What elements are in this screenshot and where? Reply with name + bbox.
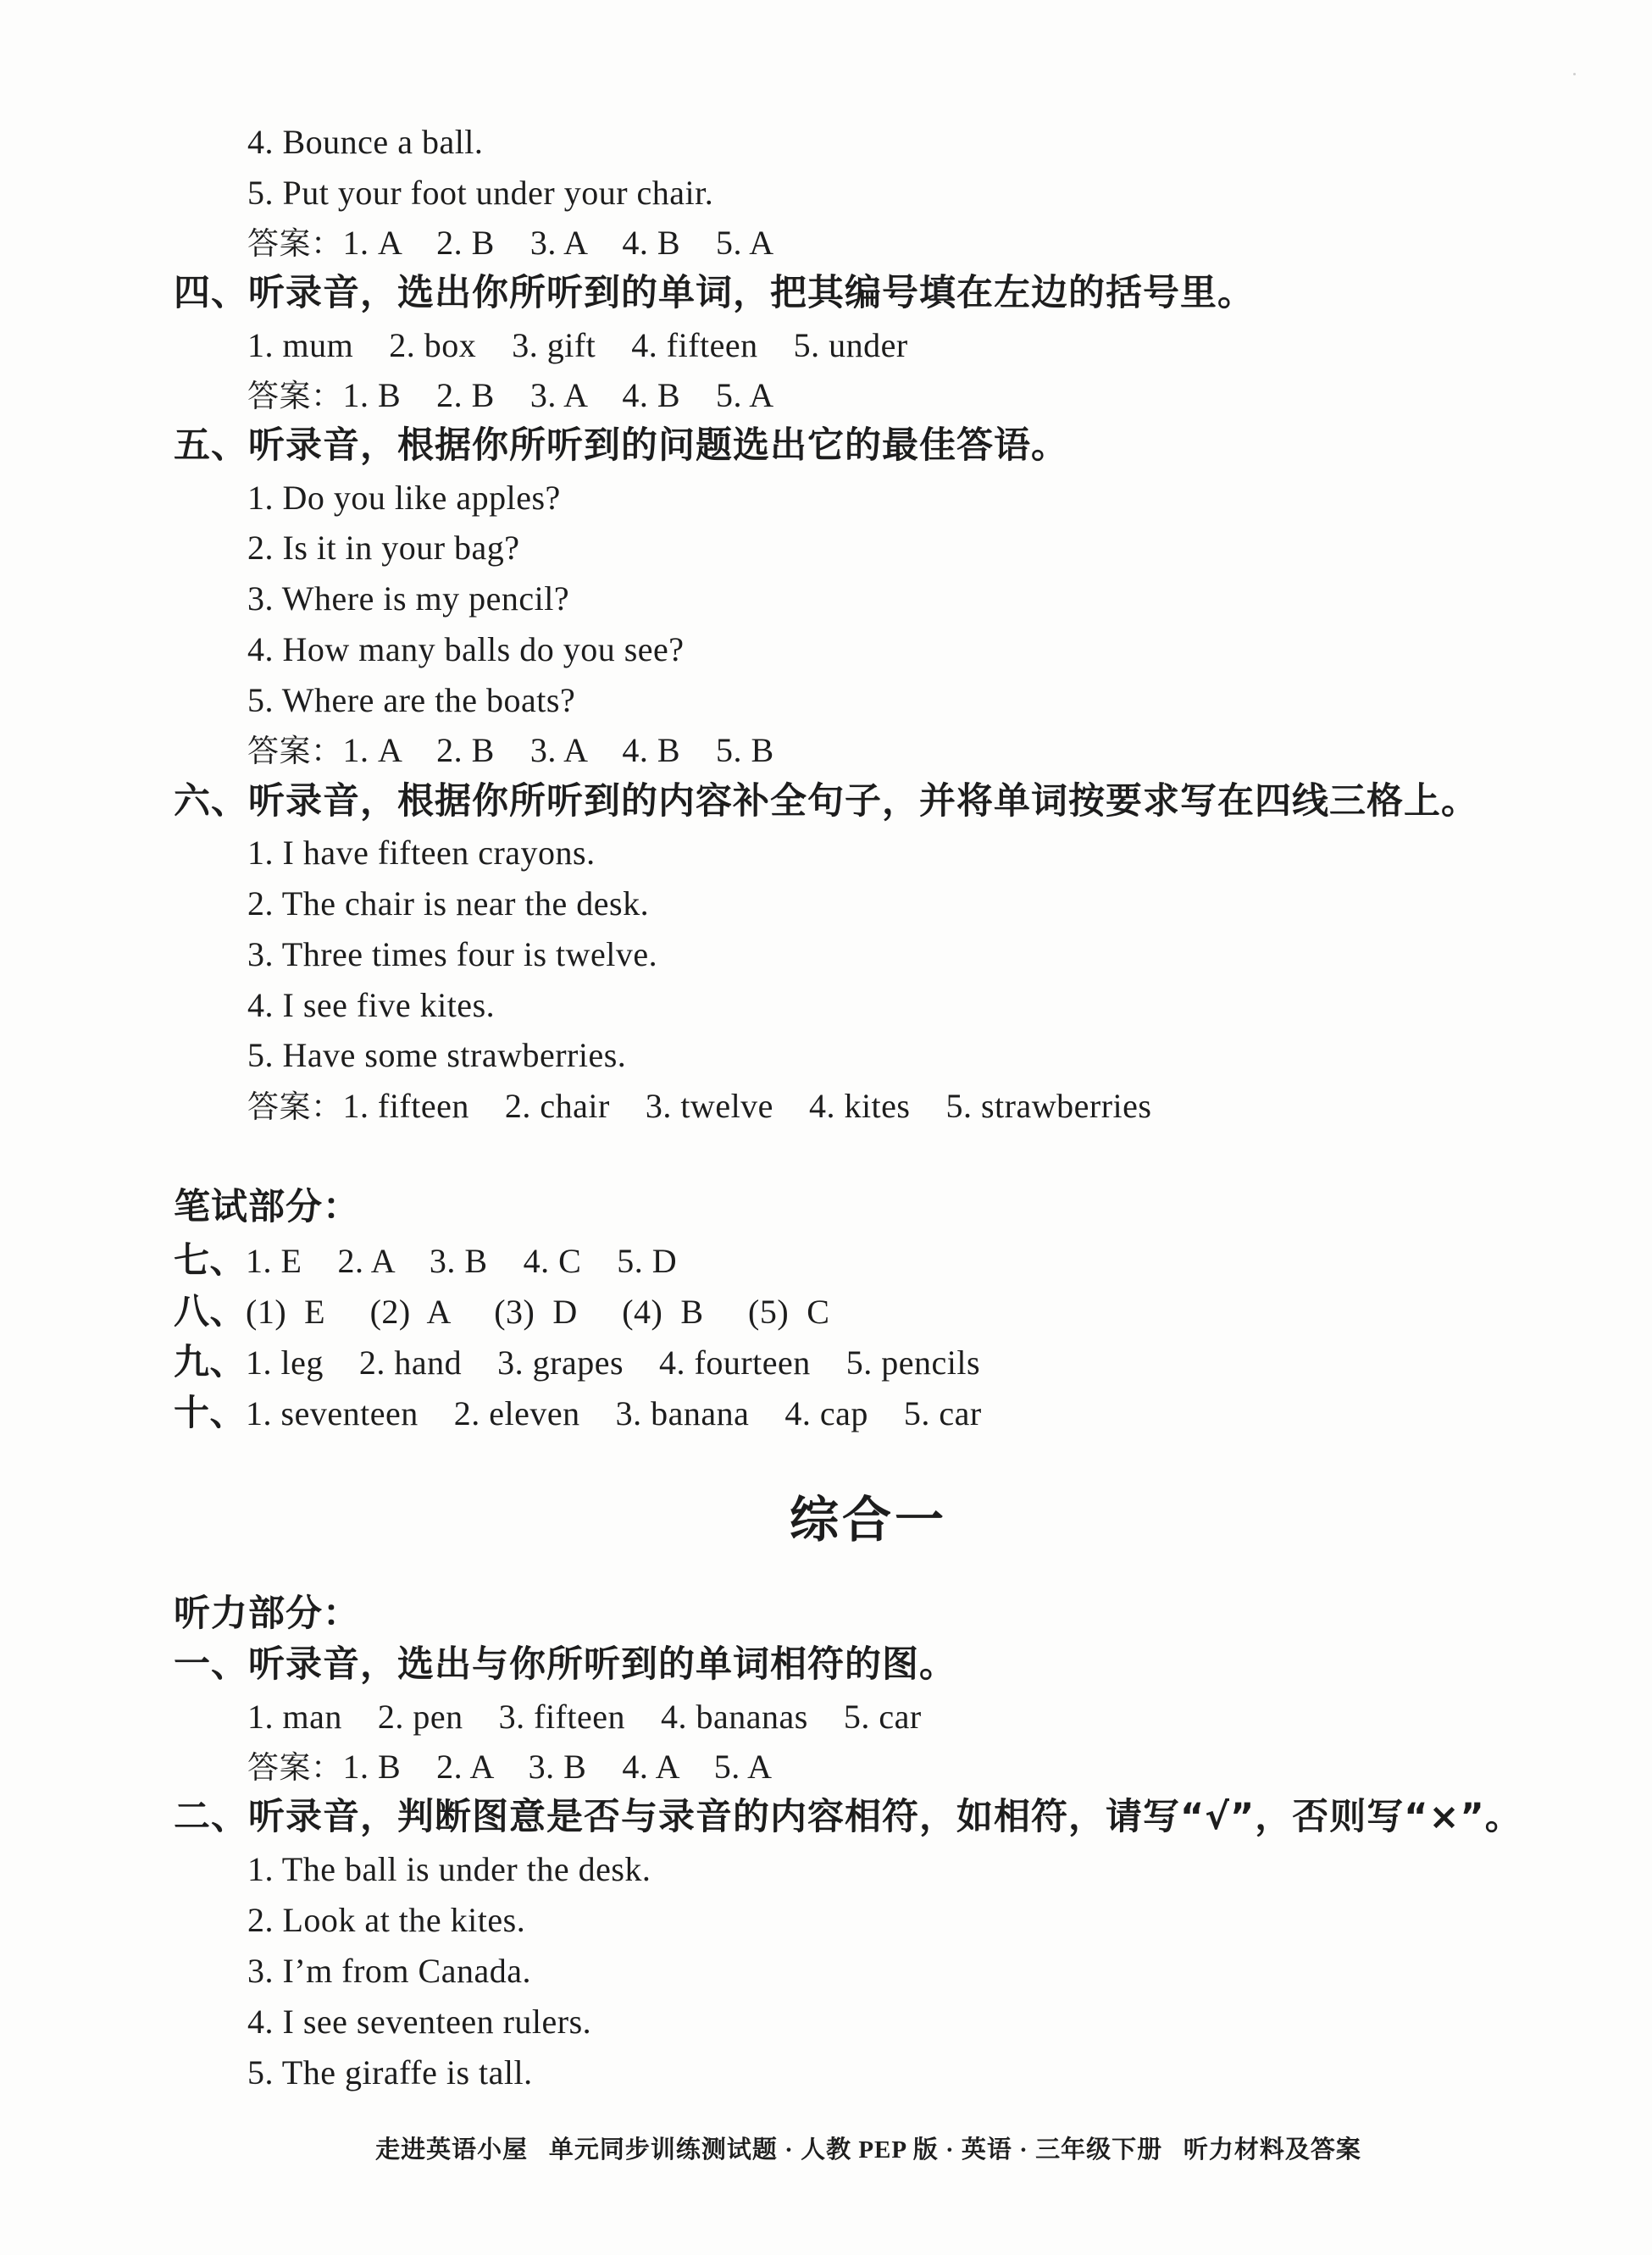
part-2-item-4: 4. I see seventeen rulers. <box>247 2003 592 2041</box>
block1-item-4: 4. Bounce a ball. <box>247 123 484 161</box>
part-2-title: 二、听录音，判断图意是否与录音的内容相符，如相符，请写“√”，否则写“×”。 <box>174 1796 1522 1838</box>
part-1-words: 1. man 2. pen 3. fifteen 4. bananas 5. car <box>247 1698 922 1736</box>
section-6-item-4: 4. I see five kites. <box>247 986 496 1024</box>
section-6-title: 六、听录音，根据你所听到的内容补全句子，并将单词按要求写在四线三格上。 <box>174 780 1478 823</box>
answer-label: 答案： <box>247 225 343 262</box>
section-4-title: 四、听录音，选出你所听到的单词，把其编号填在左边的括号里。 <box>174 272 1255 314</box>
answer-text: 1. fifteen 2. chair 3. twelve 4. kites 5. strawberries <box>342 1087 1152 1125</box>
answer-text: 1. B 2. B 3. A 4. B 5. A <box>342 376 774 414</box>
written-part-title: 笔试部分： <box>174 1186 360 1228</box>
part-2-item-2: 2. Look at the kites. <box>247 1901 526 1939</box>
written-row-7 <box>174 1239 678 1281</box>
part-2-item-1: 1. The ball is under the desk. <box>247 1850 651 1888</box>
row-number: 九、 <box>174 1341 247 1382</box>
answer-text: 1. A 2. B 3. A 4. B 5. B <box>342 731 774 769</box>
row-number: 十、 <box>174 1392 247 1433</box>
section-6-item-3: 3. Three times four is twelve. <box>247 935 658 973</box>
section-5-item-2: 2. Is it in your bag? <box>247 529 520 567</box>
answer-label: 答案： <box>247 378 343 414</box>
section-5-item-5: 5. Where are the boats? <box>247 681 576 719</box>
section-4-answer <box>247 376 774 414</box>
answer-label: 答案： <box>247 1749 343 1786</box>
row-number: 八、 <box>174 1290 247 1332</box>
row-answers: (1) E (2) A (3) D (4) B (5) C <box>246 1293 830 1331</box>
section-4-words: 1. mum 2. box 3. gift 4. fifteen 5. under <box>247 326 908 364</box>
written-row-8 <box>174 1290 830 1332</box>
row-answers: 1. seventeen 2. eleven 3. banana 4. cap 5. car <box>246 1394 982 1432</box>
section-6-item-1: 1. I have fifteen crayons. <box>247 834 596 872</box>
answer-text: 1. B 2. A 3. B 4. A 5. A <box>342 1748 773 1786</box>
section-5-title: 五、听录音，根据你所听到的问题选出它的最佳答语。 <box>174 424 1068 467</box>
answer-label: 答案： <box>247 1089 343 1125</box>
unit-heading: 综合一 <box>789 1491 947 1549</box>
section-5-item-4: 4. How many balls do you see? <box>247 630 685 668</box>
part-2-item-5: 5. The giraffe is tall. <box>247 2053 533 2092</box>
section-6-answer <box>247 1089 1151 1123</box>
section-6-item-5: 5. Have some strawberries. <box>247 1036 627 1074</box>
part-2-item-3: 3. I’m from Canada. <box>247 1952 531 1990</box>
scan-speck <box>1573 73 1576 75</box>
listening-part-title: 听力部分： <box>174 1593 360 1635</box>
part-1-title: 一、听录音，选出与你所听到的单词相符的图。 <box>174 1643 956 1686</box>
answer-text: 1. A 2. B 3. A 4. B 5. A <box>342 224 774 262</box>
row-answers: 1. E 2. A 3. B 4. C 5. D <box>246 1242 678 1280</box>
section-5-answer <box>247 731 774 769</box>
written-row-9 <box>174 1341 981 1382</box>
page-footer: 走进英语小屋 单元同步训练测试题 · 人教 PEP 版 · 英语 · 三年级下册 听力材料及答案 <box>375 2136 1361 2164</box>
block1-item-5: 5. Put your foot under your chair. <box>247 174 714 212</box>
section-5-item-1: 1. Do you like apples? <box>247 479 561 517</box>
block1-answer <box>247 226 774 260</box>
row-number: 七、 <box>174 1239 247 1281</box>
answer-label: 答案： <box>247 733 343 769</box>
section-5-item-3: 3. Where is my pencil? <box>247 579 570 618</box>
part-1-answer <box>247 1750 772 1784</box>
section-6-item-2: 2. The chair is near the desk. <box>247 884 650 922</box>
written-row-10 <box>174 1392 982 1433</box>
row-answers: 1. leg 2. hand 3. grapes 4. fourteen 5. pencils <box>246 1344 981 1382</box>
